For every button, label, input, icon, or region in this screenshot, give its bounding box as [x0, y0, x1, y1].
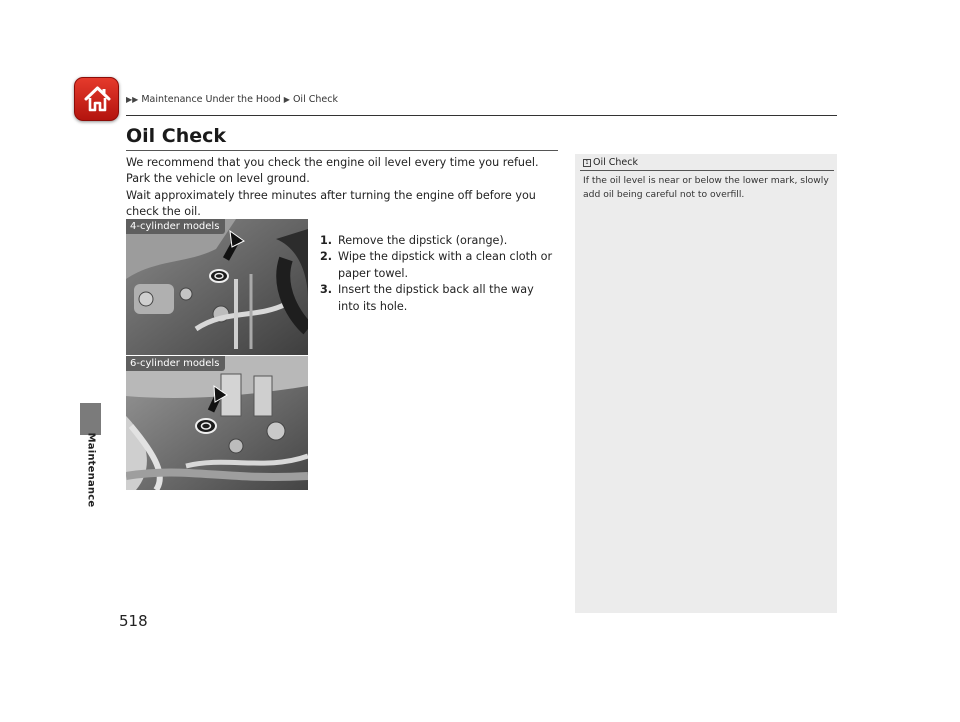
step-item [320, 249, 555, 282]
breadcrumb [126, 94, 338, 105]
step-item [320, 233, 555, 249]
side-tab-maintenance[interactable]: Maintenance [85, 432, 97, 508]
steps-list [320, 233, 555, 315]
note-text: If the oil level is near or below the lower mark, slowly add oil being careful not to overfill. [583, 175, 829, 200]
note-title-text: Oil Check [593, 157, 638, 168]
home-button[interactable] [74, 77, 119, 121]
step-item [320, 282, 555, 315]
figure-label: 4-cylinder models [126, 219, 225, 234]
breadcrumb-arrow-icon: ▶ [283, 95, 290, 104]
step-number: 3. [320, 283, 333, 297]
engine-photo-6-cylinder [126, 355, 308, 490]
breadcrumb-arrow-icon: ▶▶ [126, 95, 139, 104]
intro-text [126, 155, 566, 221]
step-text: Remove the dipstick (orange). [338, 234, 508, 247]
breadcrumb-link-maintenance-under-hood[interactable]: Maintenance Under the Hood [141, 94, 281, 105]
note-marker-icon: 1 [583, 159, 591, 167]
engine-6-cylinder-photo-icon [126, 356, 308, 490]
side-tab-marker [80, 403, 101, 435]
breadcrumb-current-oil-check[interactable]: Oil Check [292, 94, 338, 105]
title-divider [126, 150, 558, 151]
note-title [583, 157, 638, 168]
page-number: 518 [119, 612, 148, 630]
intro-paragraph: Park the vehicle on level ground. [126, 172, 310, 186]
step-number: 1. [320, 234, 333, 247]
note-panel [575, 154, 837, 613]
intro-paragraph: We recommend that you check the engine oil level every time you refuel. [126, 156, 539, 169]
step-text: Wipe the dipstick with a clean cloth or paper towel. [338, 250, 553, 280]
engine-photo-4-cylinder [126, 219, 308, 355]
header-divider [126, 115, 837, 116]
step-number: 2. [320, 250, 333, 264]
step-text: Insert the dipstick back all the way into its hole. [338, 283, 534, 313]
figure-label: 6-cylinder models [126, 356, 225, 371]
intro-paragraph: Wait approximately three minutes after turning the engine off before you check the oil. [126, 188, 536, 219]
page-title: Oil Check [126, 125, 227, 147]
engine-4-cylinder-photo-icon [126, 219, 308, 355]
home-icon [82, 84, 113, 115]
note-divider [580, 170, 834, 171]
